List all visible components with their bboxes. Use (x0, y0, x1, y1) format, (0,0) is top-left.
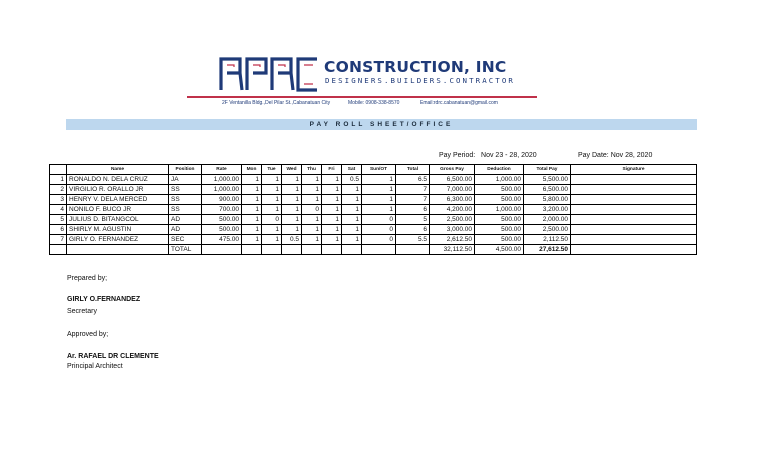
sat-days: 1 (342, 235, 362, 245)
grand-total-pay: 27,612.50 (524, 245, 571, 255)
tue-days: 1 (262, 205, 282, 215)
fri-days: 1 (322, 215, 342, 225)
header-sat: Sat (342, 165, 362, 175)
header-position: Position (169, 165, 202, 175)
daily-rate: 500.00 (202, 225, 242, 235)
mon-days: 1 (242, 205, 262, 215)
thu-days: 1 (302, 185, 322, 195)
mon-days: 1 (242, 195, 262, 205)
wed-days: 0.5 (282, 235, 302, 245)
company-logo-icon (218, 56, 320, 92)
employee-position: SEC (169, 235, 202, 245)
mon-days: 1 (242, 225, 262, 235)
mon-days: 1 (242, 235, 262, 245)
sun-ot-days: 1 (362, 195, 396, 205)
deduction: 1,000.00 (475, 175, 524, 185)
deduction: 500.00 (475, 215, 524, 225)
company-address: 2F Ventanilla Bldg.,Del Pilar St.,Cabanatuan City (222, 100, 331, 106)
total-pay: 2,112.50 (524, 235, 571, 245)
daily-rate: 475.00 (202, 235, 242, 245)
employee-name: HENRY V. DELA MERCED (67, 195, 169, 205)
row-number: 3 (50, 195, 67, 205)
fri-days: 1 (322, 175, 342, 185)
gross-pay: 4,200.00 (430, 205, 475, 215)
wed-days: 1 (282, 215, 302, 225)
employee-position: SS (169, 185, 202, 195)
header-rate: Rate (202, 165, 242, 175)
company-mobile: Mobile: 0908-338-8570 (348, 100, 400, 106)
pay-date (578, 152, 652, 159)
pay-period (439, 152, 537, 159)
employee-position: AD (169, 225, 202, 235)
daily-rate: 500.00 (202, 215, 242, 225)
daily-rate: 900.00 (202, 195, 242, 205)
sun-ot-days: 1 (362, 175, 396, 185)
fri-days: 1 (322, 205, 342, 215)
sun-ot-days: 0 (362, 225, 396, 235)
total-days: 7 (396, 185, 430, 195)
row-number: 5 (50, 215, 67, 225)
employee-name: JULIUS D. BITANGCOL (67, 215, 169, 225)
total-row (50, 245, 697, 255)
header-deduction: Deduction (475, 165, 524, 175)
total-days: 5.5 (396, 235, 430, 245)
mon-days: 1 (242, 175, 262, 185)
row-number: 1 (50, 175, 67, 185)
sat-days: 1 (342, 195, 362, 205)
employee-name: VIRGILIO R. ORALLO JR (67, 185, 169, 195)
gross-pay: 6,300.00 (430, 195, 475, 205)
employee-position: SS (169, 205, 202, 215)
employee-name: GIRLY O. FERNANDEZ (67, 235, 169, 245)
total-pay: 6,500.00 (524, 185, 571, 195)
total-pay: 2,000.00 (524, 215, 571, 225)
approved-by-name: Ar. RAFAEL DR CLEMENTE (67, 353, 159, 360)
total-days: 6 (396, 225, 430, 235)
signature-cell[interactable] (571, 185, 697, 195)
sat-days: 0.5 (342, 175, 362, 185)
header-total-pay: Total Pay (524, 165, 571, 175)
daily-rate: 1,000.00 (202, 175, 242, 185)
tue-days: 1 (262, 235, 282, 245)
pay-date-value: Nov 28, 2020 (610, 152, 653, 159)
deduction: 500.00 (475, 195, 524, 205)
row-number: 4 (50, 205, 67, 215)
table-header-row (50, 165, 697, 175)
table-row (50, 195, 697, 205)
sat-days: 1 (342, 225, 362, 235)
pay-date-label: Pay Date: (578, 152, 609, 159)
thu-days: 1 (302, 175, 322, 185)
table-row (50, 205, 697, 215)
wed-days: 1 (282, 185, 302, 195)
company-tagline: DESIGNERS.BUILDERS.CONTRACTOR (325, 76, 515, 85)
employee-position: AD (169, 215, 202, 225)
thu-days: 1 (302, 225, 322, 235)
fri-days: 1 (322, 195, 342, 205)
pay-period-label: Pay Period: (439, 152, 476, 159)
sat-days: 1 (342, 185, 362, 195)
total-gross-pay: 32,112.50 (430, 245, 475, 255)
sun-ot-days: 1 (362, 205, 396, 215)
payroll-table (49, 164, 697, 255)
total-days: 6 (396, 205, 430, 215)
wed-days: 1 (282, 195, 302, 205)
total-pay: 3,200.00 (524, 205, 571, 215)
gross-pay: 7,000.00 (430, 185, 475, 195)
signature-cell[interactable] (571, 195, 697, 205)
mon-days: 1 (242, 185, 262, 195)
total-pay: 5,800.00 (524, 195, 571, 205)
signature-cell[interactable] (571, 225, 697, 235)
employee-name: SHIRLY M. AGUSTIN (67, 225, 169, 235)
fri-days: 1 (322, 225, 342, 235)
approved-by-label: Approved by; (67, 331, 109, 338)
deduction: 500.00 (475, 185, 524, 195)
header-signature: Signature (571, 165, 697, 175)
signature-cell[interactable] (571, 215, 697, 225)
total-days: 6.5 (396, 175, 430, 185)
mon-days: 1 (242, 215, 262, 225)
header-gross-pay: Gross Pay (430, 165, 475, 175)
row-number: 2 (50, 185, 67, 195)
sun-ot-days: 0 (362, 215, 396, 225)
header-fri: Fri (322, 165, 342, 175)
total-label: TOTAL (169, 245, 202, 255)
signature-cell[interactable] (571, 235, 697, 245)
table-row (50, 175, 697, 185)
daily-rate: 700.00 (202, 205, 242, 215)
tue-days: 1 (262, 195, 282, 205)
signature-cell[interactable] (571, 175, 697, 185)
deduction: 500.00 (475, 225, 524, 235)
sun-ot-days: 1 (362, 185, 396, 195)
sat-days: 1 (342, 215, 362, 225)
total-days: 5 (396, 215, 430, 225)
total-pay: 2,500.00 (524, 225, 571, 235)
header-total: Total (396, 165, 430, 175)
tue-days: 1 (262, 175, 282, 185)
fri-days: 1 (322, 235, 342, 245)
deduction: 500.00 (475, 235, 524, 245)
employee-position: JA (169, 175, 202, 185)
company-name: CONSTRUCTION, INC (324, 58, 507, 76)
employee-position: SS (169, 195, 202, 205)
header-number (50, 165, 67, 175)
tue-days: 0 (262, 215, 282, 225)
sun-ot-days: 0 (362, 235, 396, 245)
gross-pay: 2,612.50 (430, 235, 475, 245)
thu-days: 1 (302, 195, 322, 205)
fri-days: 1 (322, 185, 342, 195)
thu-days: 0 (302, 205, 322, 215)
prepared-by-label: Prepared by; (67, 275, 108, 282)
table-row (50, 235, 697, 245)
table-row (50, 225, 697, 235)
tue-days: 1 (262, 225, 282, 235)
header-thu: Thu (302, 165, 322, 175)
company-email: Email:rdrc.cabanatuan@gmail.com (420, 100, 498, 106)
header-tue: Tue (262, 165, 282, 175)
tue-days: 1 (262, 185, 282, 195)
gross-pay: 3,000.00 (430, 225, 475, 235)
table-row (50, 215, 697, 225)
total-deduction: 4,500.00 (475, 245, 524, 255)
prepared-by-name: GIRLY O.FERNANDEZ (67, 296, 141, 303)
thu-days: 1 (302, 235, 322, 245)
header-mon: Mon (242, 165, 262, 175)
header-wed: Wed (282, 165, 302, 175)
wed-days: 1 (282, 205, 302, 215)
wed-days: 1 (282, 225, 302, 235)
pay-period-value: Nov 23 - 28, 2020 (481, 152, 537, 159)
daily-rate: 1,000.00 (202, 185, 242, 195)
header-name: Name (67, 165, 169, 175)
sat-days: 1 (342, 205, 362, 215)
prepared-by-title: Secretary (67, 308, 97, 315)
header-sun-ot: Sun/OT (362, 165, 396, 175)
header-divider (187, 96, 537, 98)
gross-pay: 2,500.00 (430, 215, 475, 225)
employee-name: NONILO F. BUCO JR (67, 205, 169, 215)
deduction: 1,000.00 (475, 205, 524, 215)
row-number: 7 (50, 235, 67, 245)
row-number: 6 (50, 225, 67, 235)
sheet-title: PAY ROLL SHEET/OFFICE (66, 119, 697, 130)
signature-cell[interactable] (571, 205, 697, 215)
total-pay: 5,500.00 (524, 175, 571, 185)
wed-days: 1 (282, 175, 302, 185)
table-row (50, 185, 697, 195)
thu-days: 1 (302, 215, 322, 225)
gross-pay: 6,500.00 (430, 175, 475, 185)
employee-name: RONALDO N. DELA CRUZ (67, 175, 169, 185)
total-days: 7 (396, 195, 430, 205)
approved-by-title: Principal Architect (67, 363, 123, 370)
